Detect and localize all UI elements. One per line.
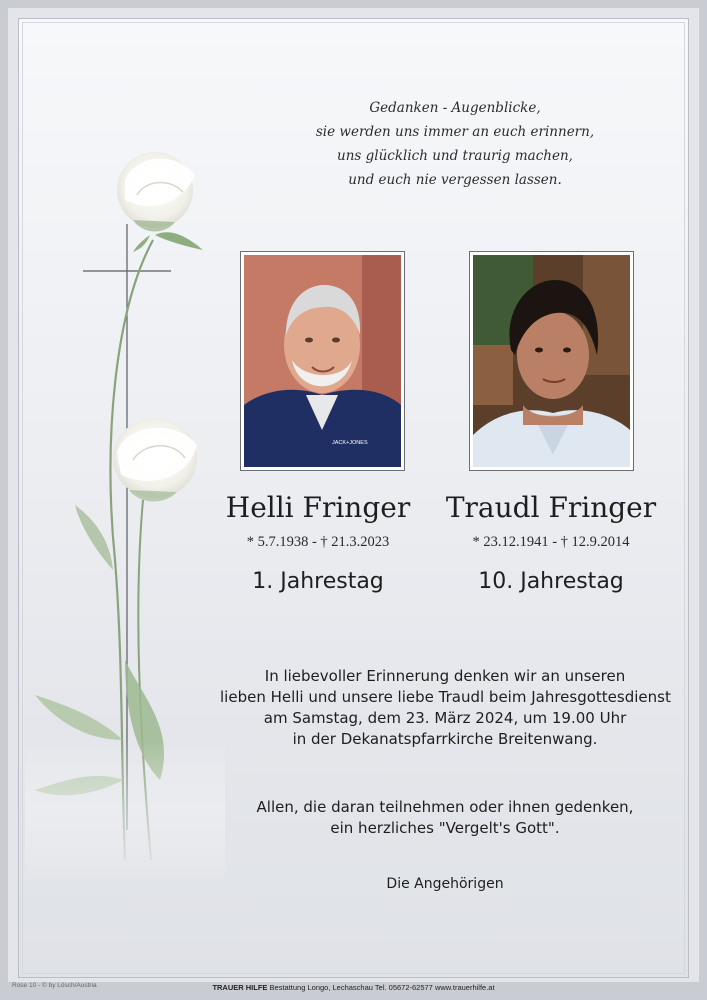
- portrait-helli: [240, 251, 405, 471]
- announcement-text: [220, 666, 670, 750]
- footer: [0, 983, 707, 992]
- signature: Die Angehörigen: [386, 876, 504, 892]
- poem-line: uns glücklich und traurig machen,: [337, 148, 573, 164]
- thanks-text: [220, 797, 670, 839]
- portrait-helli-image: [244, 255, 401, 467]
- announcement-line: lieben Helli und unsere liebe Traudl beim Jahresgottesdienst: [220, 688, 671, 706]
- image-credit: Rose 10 - © by Lösch/Austria: [12, 982, 97, 989]
- footer-details: Bestattung Longo, Lechaschau Tel. 05672-62577 www.trauerhilfe.at: [269, 983, 495, 992]
- announcement-line: am Samstag, dem 23. März 2024, um 19.00 Uhr: [263, 709, 627, 727]
- life-dates: * 23.12.1941 - † 12.9.2014: [472, 534, 630, 550]
- thanks-line: Allen, die daran teilnehmen oder ihnen gedenken,: [256, 798, 634, 816]
- shirt-logo-text: JACK+JONES: [332, 440, 368, 446]
- life-dates: * 5.7.1938 - † 21.3.2023: [246, 534, 390, 550]
- poem-line: Gedanken - Augenblicke,: [369, 100, 541, 116]
- portrait-traudl-image: [473, 255, 630, 467]
- anniversary-label: 10. Jahrestag: [478, 569, 624, 594]
- anniversary-label: 1. Jahrestag: [252, 569, 384, 594]
- poem-line: und euch nie vergessen lassen.: [348, 172, 562, 188]
- memorial-poem: [300, 96, 610, 192]
- announcement-line: in der Dekanatspfarrkirche Breitenwang.: [292, 730, 598, 748]
- rose-top: [117, 152, 195, 232]
- announcement-line: In liebevoller Erinnerung denken wir an unseren: [264, 667, 626, 685]
- rose-bottom: [113, 418, 197, 502]
- footer-brand: TRAUER HILFE: [212, 983, 268, 992]
- portrait-traudl: [469, 251, 634, 471]
- person-name: Traudl Fringer: [445, 491, 657, 524]
- thanks-line: ein herzliches "Vergelt's Gott".: [330, 819, 560, 837]
- person-name: Helli Fringer: [225, 491, 411, 524]
- poem-line: sie werden uns immer an euch erinnern,: [315, 124, 595, 140]
- rose-illustration: [25, 140, 225, 880]
